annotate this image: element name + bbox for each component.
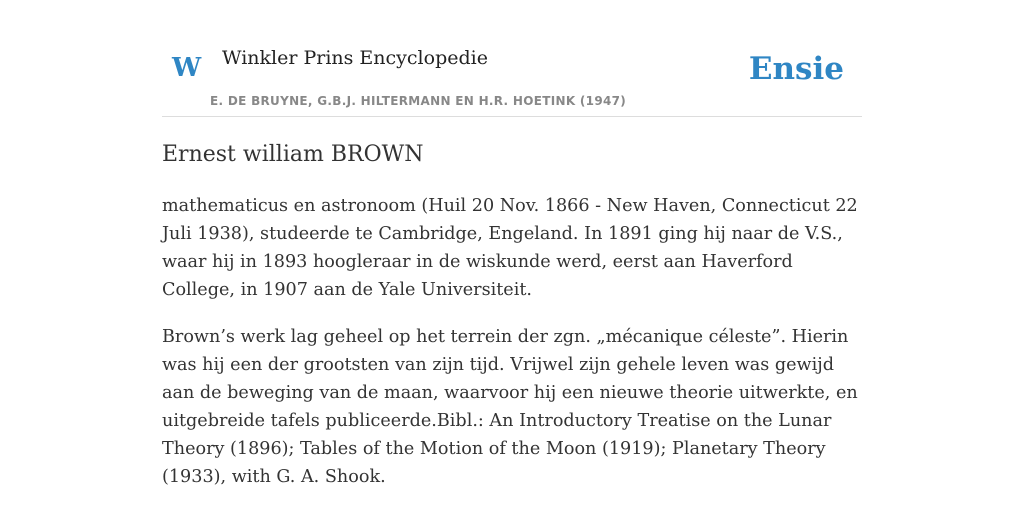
source-subtitle: E. DE BRUYNE, G.B.J. HILTERMANN EN H.R. HOETINK (1947) bbox=[210, 94, 627, 108]
site-header bbox=[162, 0, 862, 117]
article-title: Ernest william BROWN bbox=[162, 142, 424, 167]
encyclopedia-logo-icon[interactable]: W bbox=[172, 53, 202, 83]
article-paragraph-2: Brown’s werk lag geheel op het terrein der zgn. „mécanique céleste”. Hierin was hij een der grootsten van zijn tijd. Vrijwel zijn gehele leven was gewijd aan de beweging van de maan, waarvoor hij een nieuwe theorie uitwerkte, en uitgebreide tafels publiceerde.Bibl.: An Introductory Treatise on the Lunar Theory (1896); Tables of the Motion of the Moon (1919); Planetary Theory (1933), with G. A. Shook. bbox=[162, 327, 858, 487]
ensie-brand-logo[interactable]: Ensie bbox=[748, 51, 844, 87]
site-title[interactable]: Winkler Prins Encyclopedie bbox=[222, 47, 488, 69]
page-container bbox=[162, 0, 862, 487]
article-paragraph-1: mathematicus en astronoom (Huil 20 Nov. 1866 - New Haven, Connecticut 22 Juli 1938), studeerde te Cambridge, Engeland. In 1891 ging hij naar de V.S., waar hij in 1893 hoogleraar in de wiskunde werd, eerst aan Haverford College, in 1907 aan de Yale Universiteit. bbox=[162, 196, 858, 300]
